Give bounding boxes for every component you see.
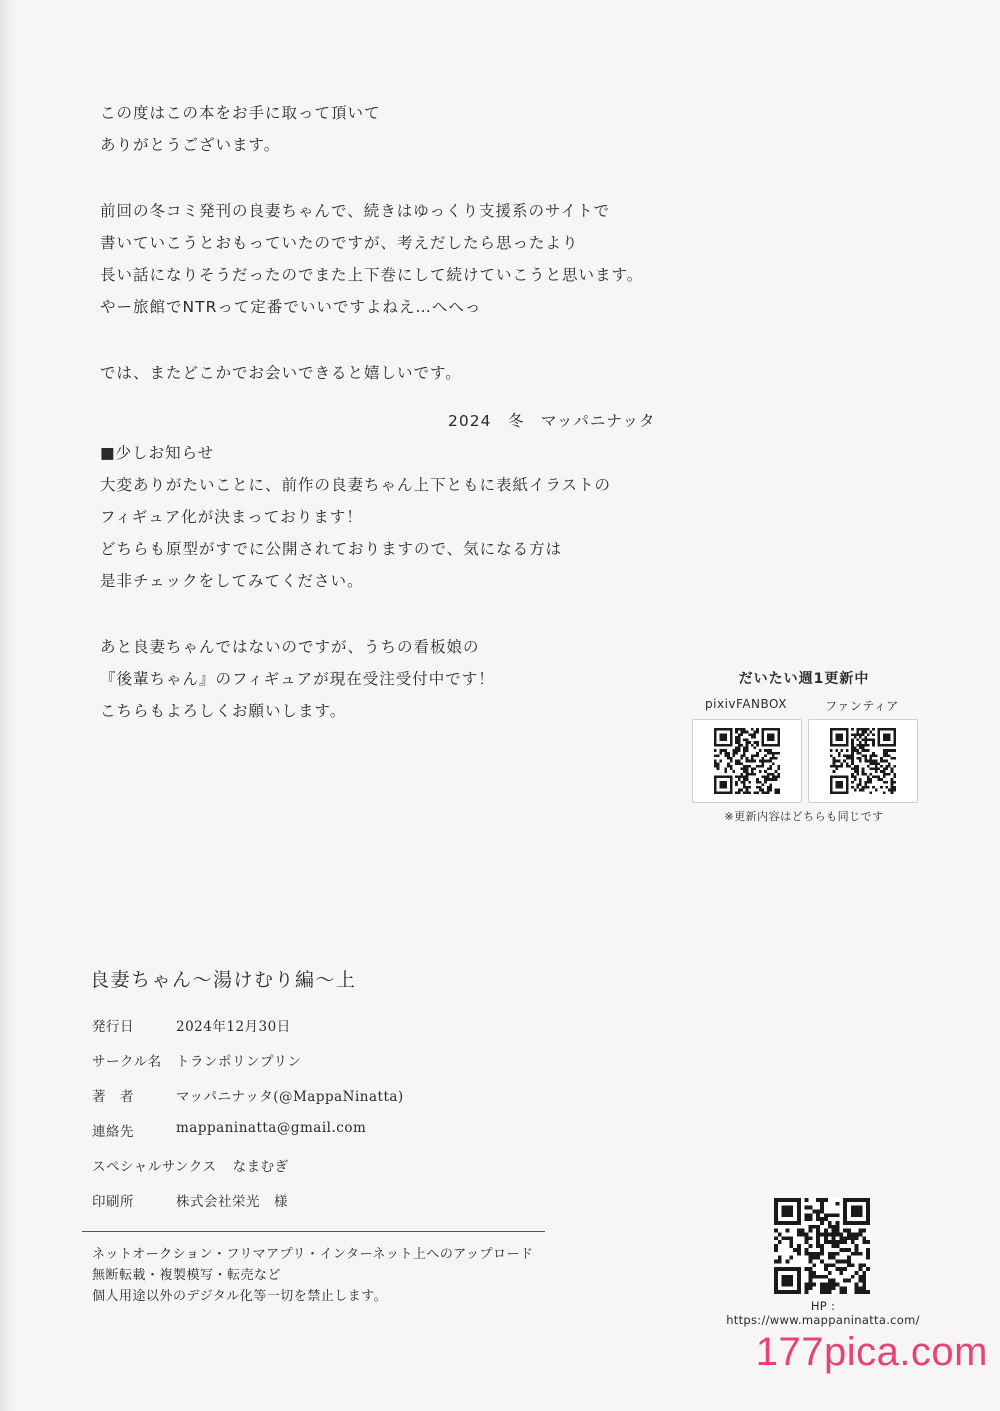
afterword-line: やー旅館でNTRって定番でいいですよねえ…へへっ [100,298,482,316]
publish-date-value: 2024年12月30日 [176,1019,291,1035]
warning-line: 個人用途以外のデジタル化等一切を禁止します。 [92,1289,388,1304]
afterword-line: 長い話になりそうだったのでまた上下巻にして続けていこうと思います。 [100,266,644,284]
afterword-line: 前回の冬コミ発刊の良妻ちゃんで、続きはゆっくり支援系のサイトで [100,202,610,220]
special-thanks-value: なまむぎ [232,1159,289,1175]
page-edge-shadow [0,0,18,1411]
warning-line: 無断転載・複製模写・転売など [92,1268,282,1283]
fanbox-qr-frame [692,719,802,803]
author-label: 著 者 [92,1089,134,1105]
site-watermark: 177pica.com [755,1330,988,1374]
printer-value: 株式会社栄光 様 [176,1194,288,1210]
notice-line: あと良妻ちゃんではないのですが、うちの看板娘の [100,638,480,656]
homepage-url: HP : https://www.mappaninatta.com/ [726,1299,920,1327]
colophon-table [92,1015,404,1225]
fantia-label: ファンティア [825,699,899,713]
afterword-line: 書いていこうとおもっていたのですが、考えだしたら思ったより [100,234,579,252]
homepage-qr-code-icon [774,1198,870,1294]
fantia-qr-code-icon [830,728,896,794]
contact-label: 連絡先 [92,1124,134,1140]
notice-heading: ■少しお知らせ [100,444,215,462]
afterword-line: この度はこの本をお手に取って頂いて [100,104,381,122]
notice-line: フィギュア化が決まっております！ [100,508,363,526]
notice-section [100,437,720,727]
circle-value: トランポリンプリン [176,1054,302,1070]
warning-line: ネットオークション・フリマアプリ・インターネット上へのアップロード [92,1247,534,1262]
copyright-warning [92,1244,612,1307]
afterword-signature: 2024 冬 マッパニナッタ [448,412,656,430]
notice-line: こちらもよろしくお願いします。 [100,702,347,720]
colophon-row-contact [92,1120,404,1155]
fantia-qr-block [808,697,916,803]
notice-line: 大変ありがたいことに、前作の良妻ちゃん上下ともに表紙イラストの [100,476,612,494]
fanbox-qr-block [692,697,800,803]
circle-label: サークル名 [92,1054,162,1070]
colophon-row-thanks [92,1155,404,1190]
notice-line: 『後輩ちゃん』のフィギュアが現在受注受付中です！ [100,670,495,688]
afterword-line: ありがとうございます。 [100,136,281,154]
colophon-divider [82,1231,545,1232]
colophon-row-printer [92,1190,404,1225]
afterword-line: では、またどこかでお会いできると嬉しいです。 [100,364,462,382]
qr-panel-heading: だいたい週1更新中 [738,671,870,687]
author-value: マッパニナッタ(@MappaNinatta) [176,1089,404,1105]
colophon-row-publish [92,1015,404,1050]
printer-label: 印刷所 [92,1194,134,1210]
fantia-qr-frame [808,719,918,803]
afterword [100,97,720,389]
book-title: 良妻ちゃん〜湯けむり編〜上 [90,969,357,991]
fanbox-qr-code-icon [714,728,780,794]
contact-value: mappaninatta@gmail.com [176,1120,367,1136]
special-thanks-label: スペシャルサンクス [92,1159,217,1175]
fanbox-label: pixivFANBOX [705,697,787,711]
qr-panel-note: ※更新内容はどちらも同じです [724,810,884,823]
colophon-row-author [92,1085,404,1120]
colophon-row-circle [92,1050,404,1085]
notice-line: どちらも原型がすでに公開されておりますので、気になる方は [100,540,563,558]
publish-date-label: 発行日 [92,1019,134,1035]
notice-line: 是非チェックをしてみてください。 [100,572,364,590]
